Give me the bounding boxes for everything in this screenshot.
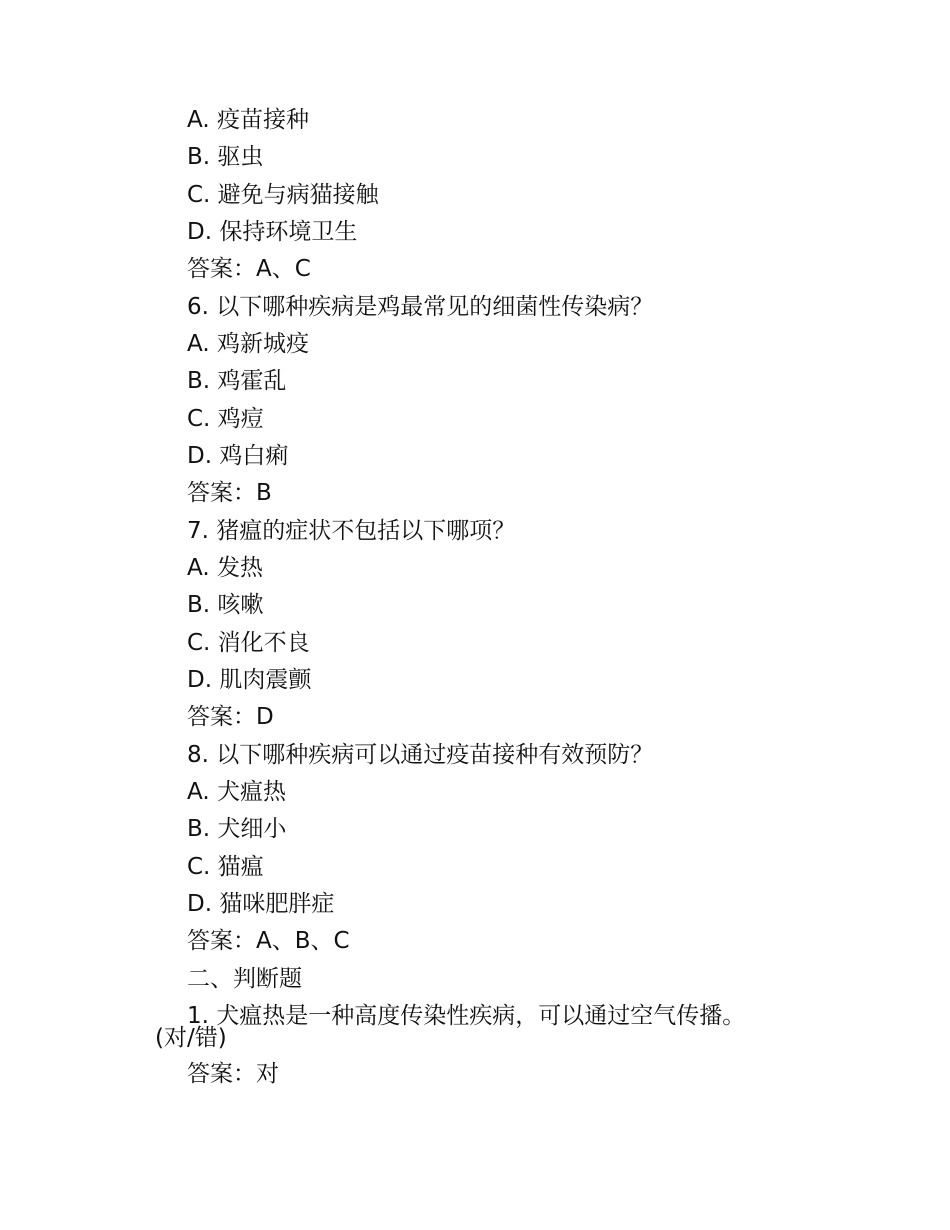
tf-question-1-choice: (对/错) — [155, 1025, 227, 1051]
tf-question-1: 1. 犬瘟热是一种高度传染性疾病，可以通过空气传播。 — [187, 1003, 746, 1029]
answer-q5: 答案：A、C — [187, 256, 311, 282]
q8-option-a: A. 犬瘟热 — [187, 779, 286, 805]
q6-option-c: C. 鸡痘 — [187, 406, 264, 432]
q7-option-c: C. 消化不良 — [187, 630, 310, 656]
q6-option-a: A. 鸡新城疫 — [187, 331, 309, 357]
answer-q6: 答案：B — [187, 480, 272, 506]
answer-q7: 答案：D — [187, 704, 274, 730]
answer-tf-1: 答案：对 — [187, 1061, 279, 1087]
q6-option-d: D. 鸡白痢 — [187, 443, 289, 469]
section-heading-true-false: 二、判断题 — [187, 966, 302, 992]
q8-option-d: D. 猫咪肥胖症 — [187, 891, 335, 917]
question-6: 6. 以下哪种疾病是鸡最常见的细菌性传染病？ — [187, 294, 654, 320]
q8-option-c: C. 猫瘟 — [187, 854, 264, 880]
q7-option-b: B. 咳嗽 — [187, 592, 264, 618]
q6-option-b: B. 鸡霍乱 — [187, 368, 287, 394]
option-b-deworming: B. 驱虫 — [187, 144, 264, 170]
option-d-hygiene: D. 保持环境卫生 — [187, 219, 358, 245]
q7-option-d: D. 肌肉震颤 — [187, 667, 312, 693]
option-a-vaccination: A. 疫苗接种 — [187, 107, 309, 133]
q7-option-a: A. 发热 — [187, 555, 263, 581]
question-7: 7. 猪瘟的症状不包括以下哪项？ — [187, 518, 516, 544]
answer-q8: 答案：A、B、C — [187, 928, 350, 954]
option-c-avoid-contact: C. 避免与病猫接触 — [187, 182, 379, 208]
question-8: 8. 以下哪种疾病可以通过疫苗接种有效预防？ — [187, 742, 654, 768]
q8-option-b: B. 犬细小 — [187, 816, 287, 842]
